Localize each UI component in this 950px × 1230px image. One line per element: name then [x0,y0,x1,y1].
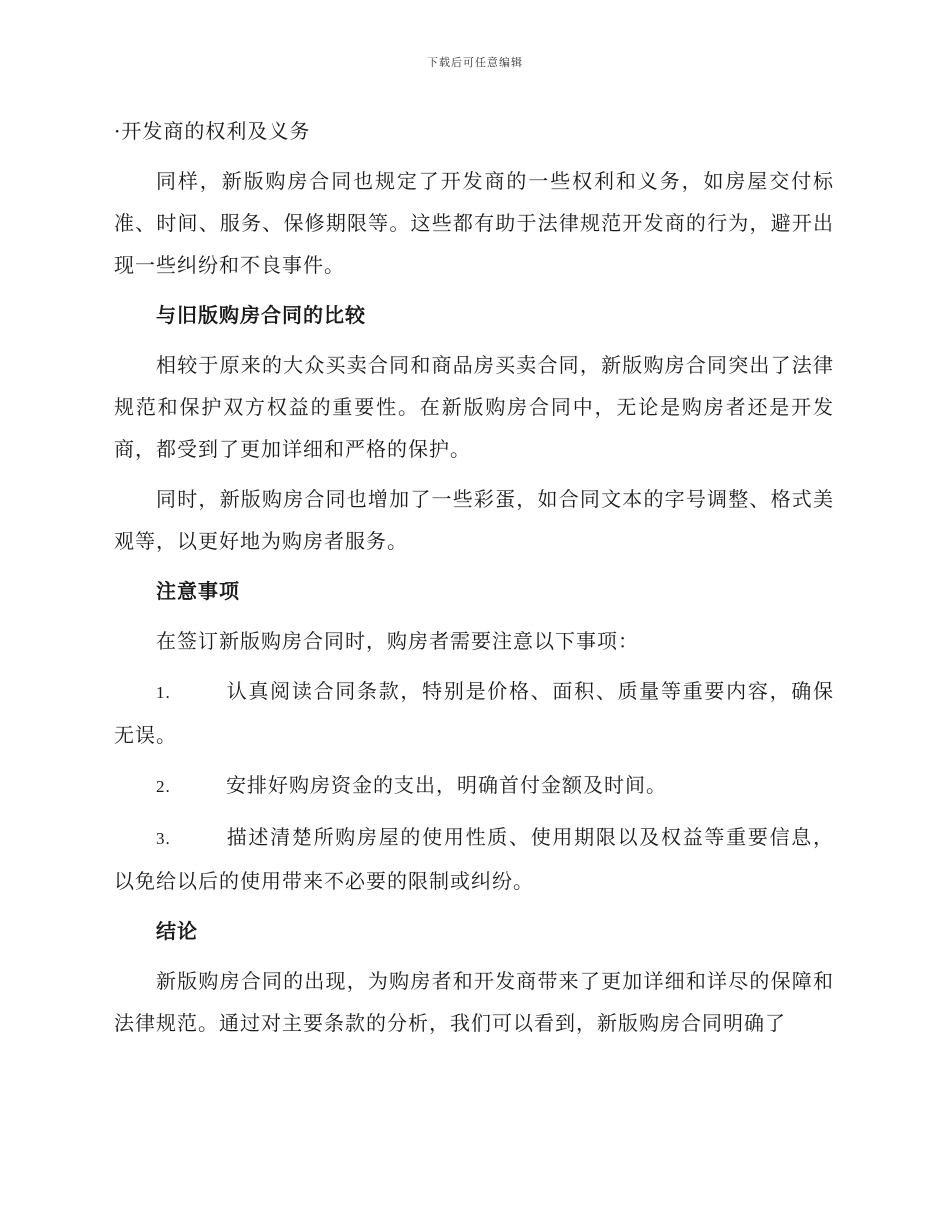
paragraph-comparison: 相较于原来的大众买卖合同和商品房买卖合同，新版购房合同突出了法律规范和保护双方权益的重要性。在新版购房合同中，无论是购房者还是开发商，都受到了更加详细和严格的保护。 [114,353,834,461]
list-item [114,670,834,756]
list-item-number: 1. [156,683,171,702]
list-item-text: 描述清楚所购房屋的使用性质、使用期限以及权益等重要信息，以免给以后的使用带来不必要的限制或纠纷。 [114,825,834,893]
list-item-text: 安排好购房资金的支出，明确首付金额及时间。 [226,773,667,797]
paragraph-developer-obligations: 同样，新版购房合同也规定了开发商的一些权利和义务，如房屋交付标准、时间、服务、保修期限等。这些都有助于法律规范开发商的行为，避开出现一些纠纷和不良事件。 [114,169,834,277]
heading-conclusion: 结论 [156,919,198,943]
paragraph-notes-intro: 在签订新版购房合同时，购房者需要注意以下事项： [156,629,639,653]
list-item-text: 认真阅读合同条款，特别是价格、面积、质量等重要内容，确保无误。 [114,679,834,747]
list-item-number: 2. [156,777,171,796]
bullet-developer-rights: ·开发商的权利及义务 [114,119,311,143]
heading-notes: 注意事项 [156,579,240,603]
page-header: 下载后可任意编辑 [427,56,523,69]
list-item [114,764,834,808]
paragraph-extras: 同时，新版购房合同也增加了一些彩蛋，如合同文本的字号调整、格式美观等，以更好地为购房者服务。 [114,487,834,553]
list-item [114,816,834,902]
list-item-number: 3. [156,829,171,848]
heading-comparison: 与旧版购房合同的比较 [156,303,366,327]
document-body [114,110,834,1052]
paragraph-conclusion: 新版购房合同的出现，为购房者和开发商带来了更加详细和详尽的保障和法律规范。通过对主要条款的分析，我们可以看到，新版购房合同明确了 [114,969,834,1035]
